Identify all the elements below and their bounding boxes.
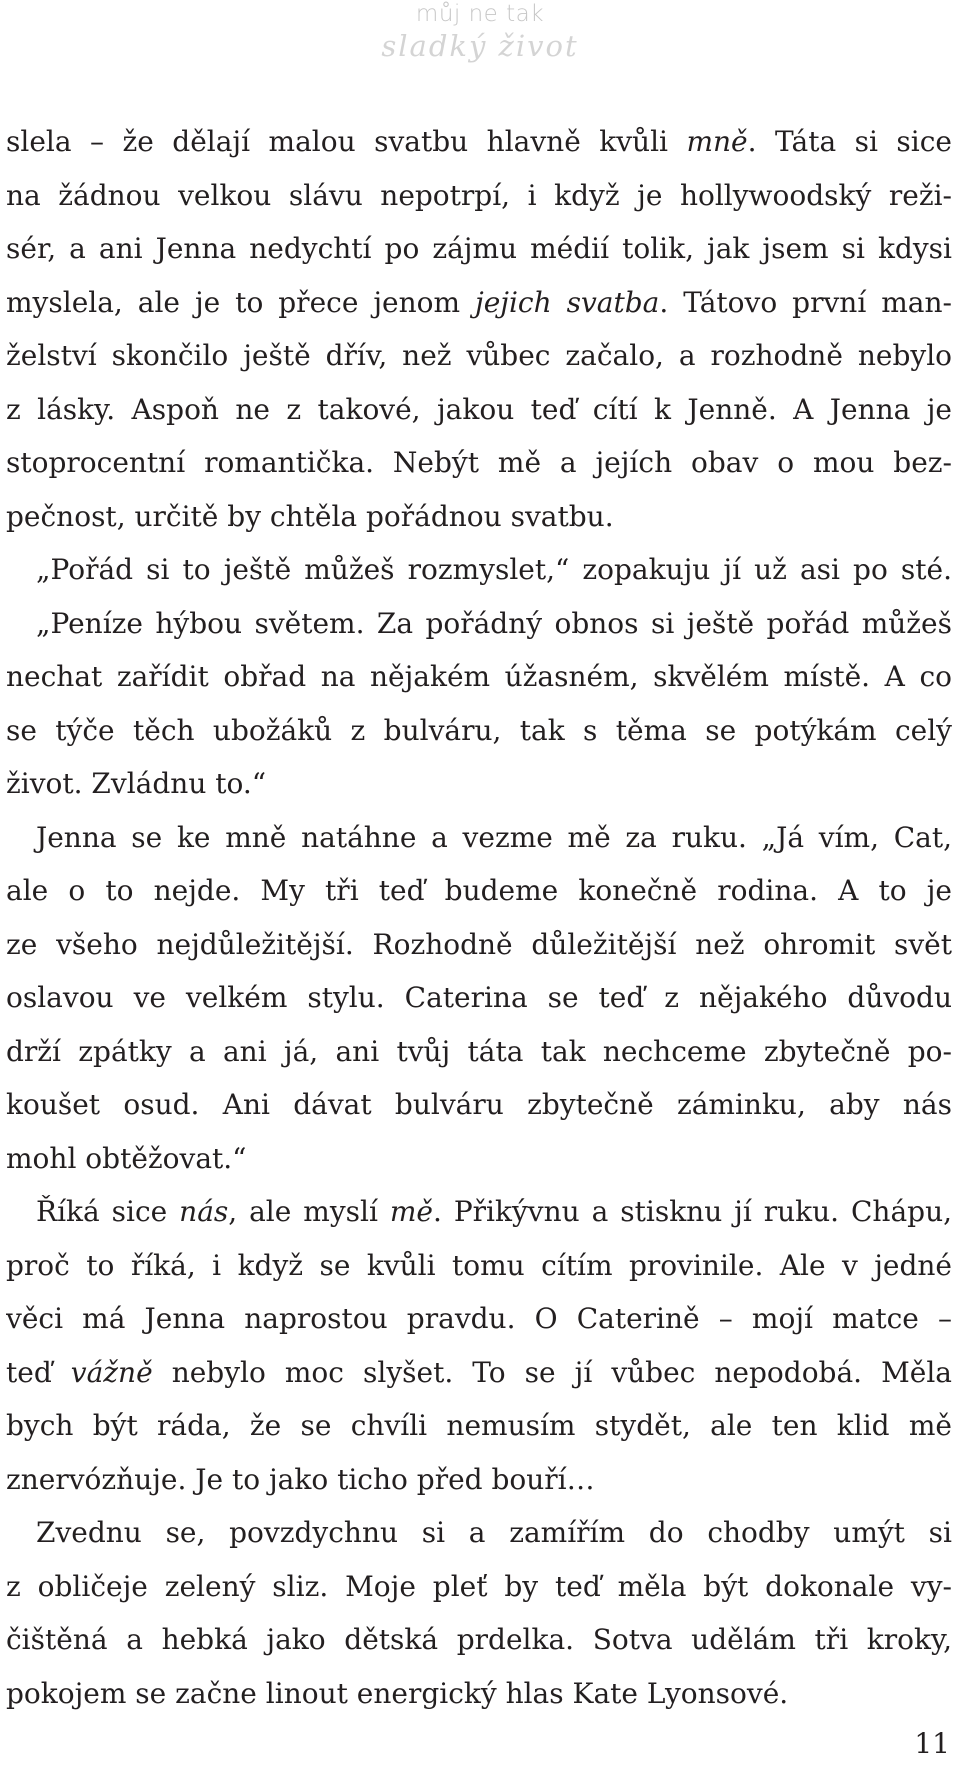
- text-line: oslavou ve velkém stylu. Caterina se teď z nějakého důvodu: [6, 981, 952, 1014]
- text-line: Zvednu se, povzdychnu si a zamířím do chodby umýt si: [36, 1516, 952, 1549]
- text-line: pokojem se začne linout energický hlas Kate Lyonsové.: [6, 1676, 789, 1710]
- text-line: na žádnou velkou slávu nepotrpí, i když je hollywoodský reži-: [6, 178, 952, 212]
- page-number: 11: [914, 1727, 950, 1760]
- text-line: ale o to nejde. My tři teď budeme konečně rodina. A to je: [6, 874, 952, 907]
- text-line: stoprocentní romantička. Nebýt mě a jejích obav o mou bez-: [6, 446, 952, 479]
- text-line: se týče těch ubožáků z bulváru, tak s těma se potýkám celý: [6, 713, 952, 747]
- text-line: myslela, ale je to přece jenom jejich svatba. Tátovo první man-: [6, 285, 952, 319]
- text-line: znervózňuje. Je to jako ticho před bouří…: [6, 1462, 595, 1496]
- text-line: Říká sice nás, ale myslí mě. Přikývnu a stisknu jí ruku. Chápu,: [36, 1195, 952, 1228]
- text-line: koušet osud. Ani dávat bulváru zbytečně záminku, aby nás: [6, 1088, 952, 1121]
- text-line: mohl obtěžovat.“: [6, 1141, 247, 1175]
- text-line: „Pořád si to ještě můžeš rozmyslet,“ zopakuju jí už asi po sté.: [36, 553, 952, 586]
- text-line: slela – že dělají malou svatbu hlavně kvůli mně. Táta si sice: [6, 125, 952, 158]
- text-line: život. Zvládnu to.“: [6, 767, 267, 800]
- text-line: proč to říká, i když se kvůli tomu cítím provinile. Ale v jedné: [6, 1248, 952, 1282]
- text-line: bych být ráda, že se chvíli nemusím stydět, ale ten klid mě: [6, 1409, 952, 1442]
- text-line: z obličeje zelený sliz. Moje pleť by teď měla být dokonale vy-: [6, 1569, 952, 1603]
- text-line: věci má Jenna naprostou pravdu. O Caterině – mojí matce –: [6, 1302, 952, 1335]
- text-line: drží zpátky a ani já, ani tvůj táta tak nechceme zbytečně po-: [6, 1034, 952, 1068]
- text-line: nechat zařídit obřad na nějakém úžasném, skvělém místě. A co: [6, 660, 952, 693]
- text-line: čištěná a hebká jako dětská prdelka. Sotva udělám tři kroky,: [6, 1623, 952, 1656]
- text-line: sér, a ani Jenna nedychtí po zájmu médií tolik, jak jsem si kdysi: [6, 232, 952, 265]
- text-line: želství skončilo ještě dřív, než vůbec začalo, a rozhodně nebylo: [6, 339, 952, 372]
- body-text: [6, 115, 952, 1720]
- text-line: z lásky. Aspoň ne z takové, jakou teď cítí k Jenně. A Jenna je: [6, 392, 952, 426]
- text-line: Jenna se ke mně natáhne a vezme mě za ruku. „Já vím, Cat,: [36, 820, 952, 854]
- text-line: pečnost, určitě by chtěla pořádnou svatbu.: [6, 499, 614, 533]
- running-header-line2: sladký život: [381, 29, 579, 63]
- text-line: teď vážně nebylo moc slyšet. To se jí vůbec nepodobá. Měla: [6, 1355, 952, 1389]
- text-line: ze všeho nejdůležitější. Rozhodně důležitější než ohromit svět: [6, 927, 952, 961]
- text-line: „Peníze hýbou světem. Za pořádný obnos si ještě pořád můžeš: [36, 606, 952, 640]
- running-header-line1: můj ne tak: [415, 1, 545, 27]
